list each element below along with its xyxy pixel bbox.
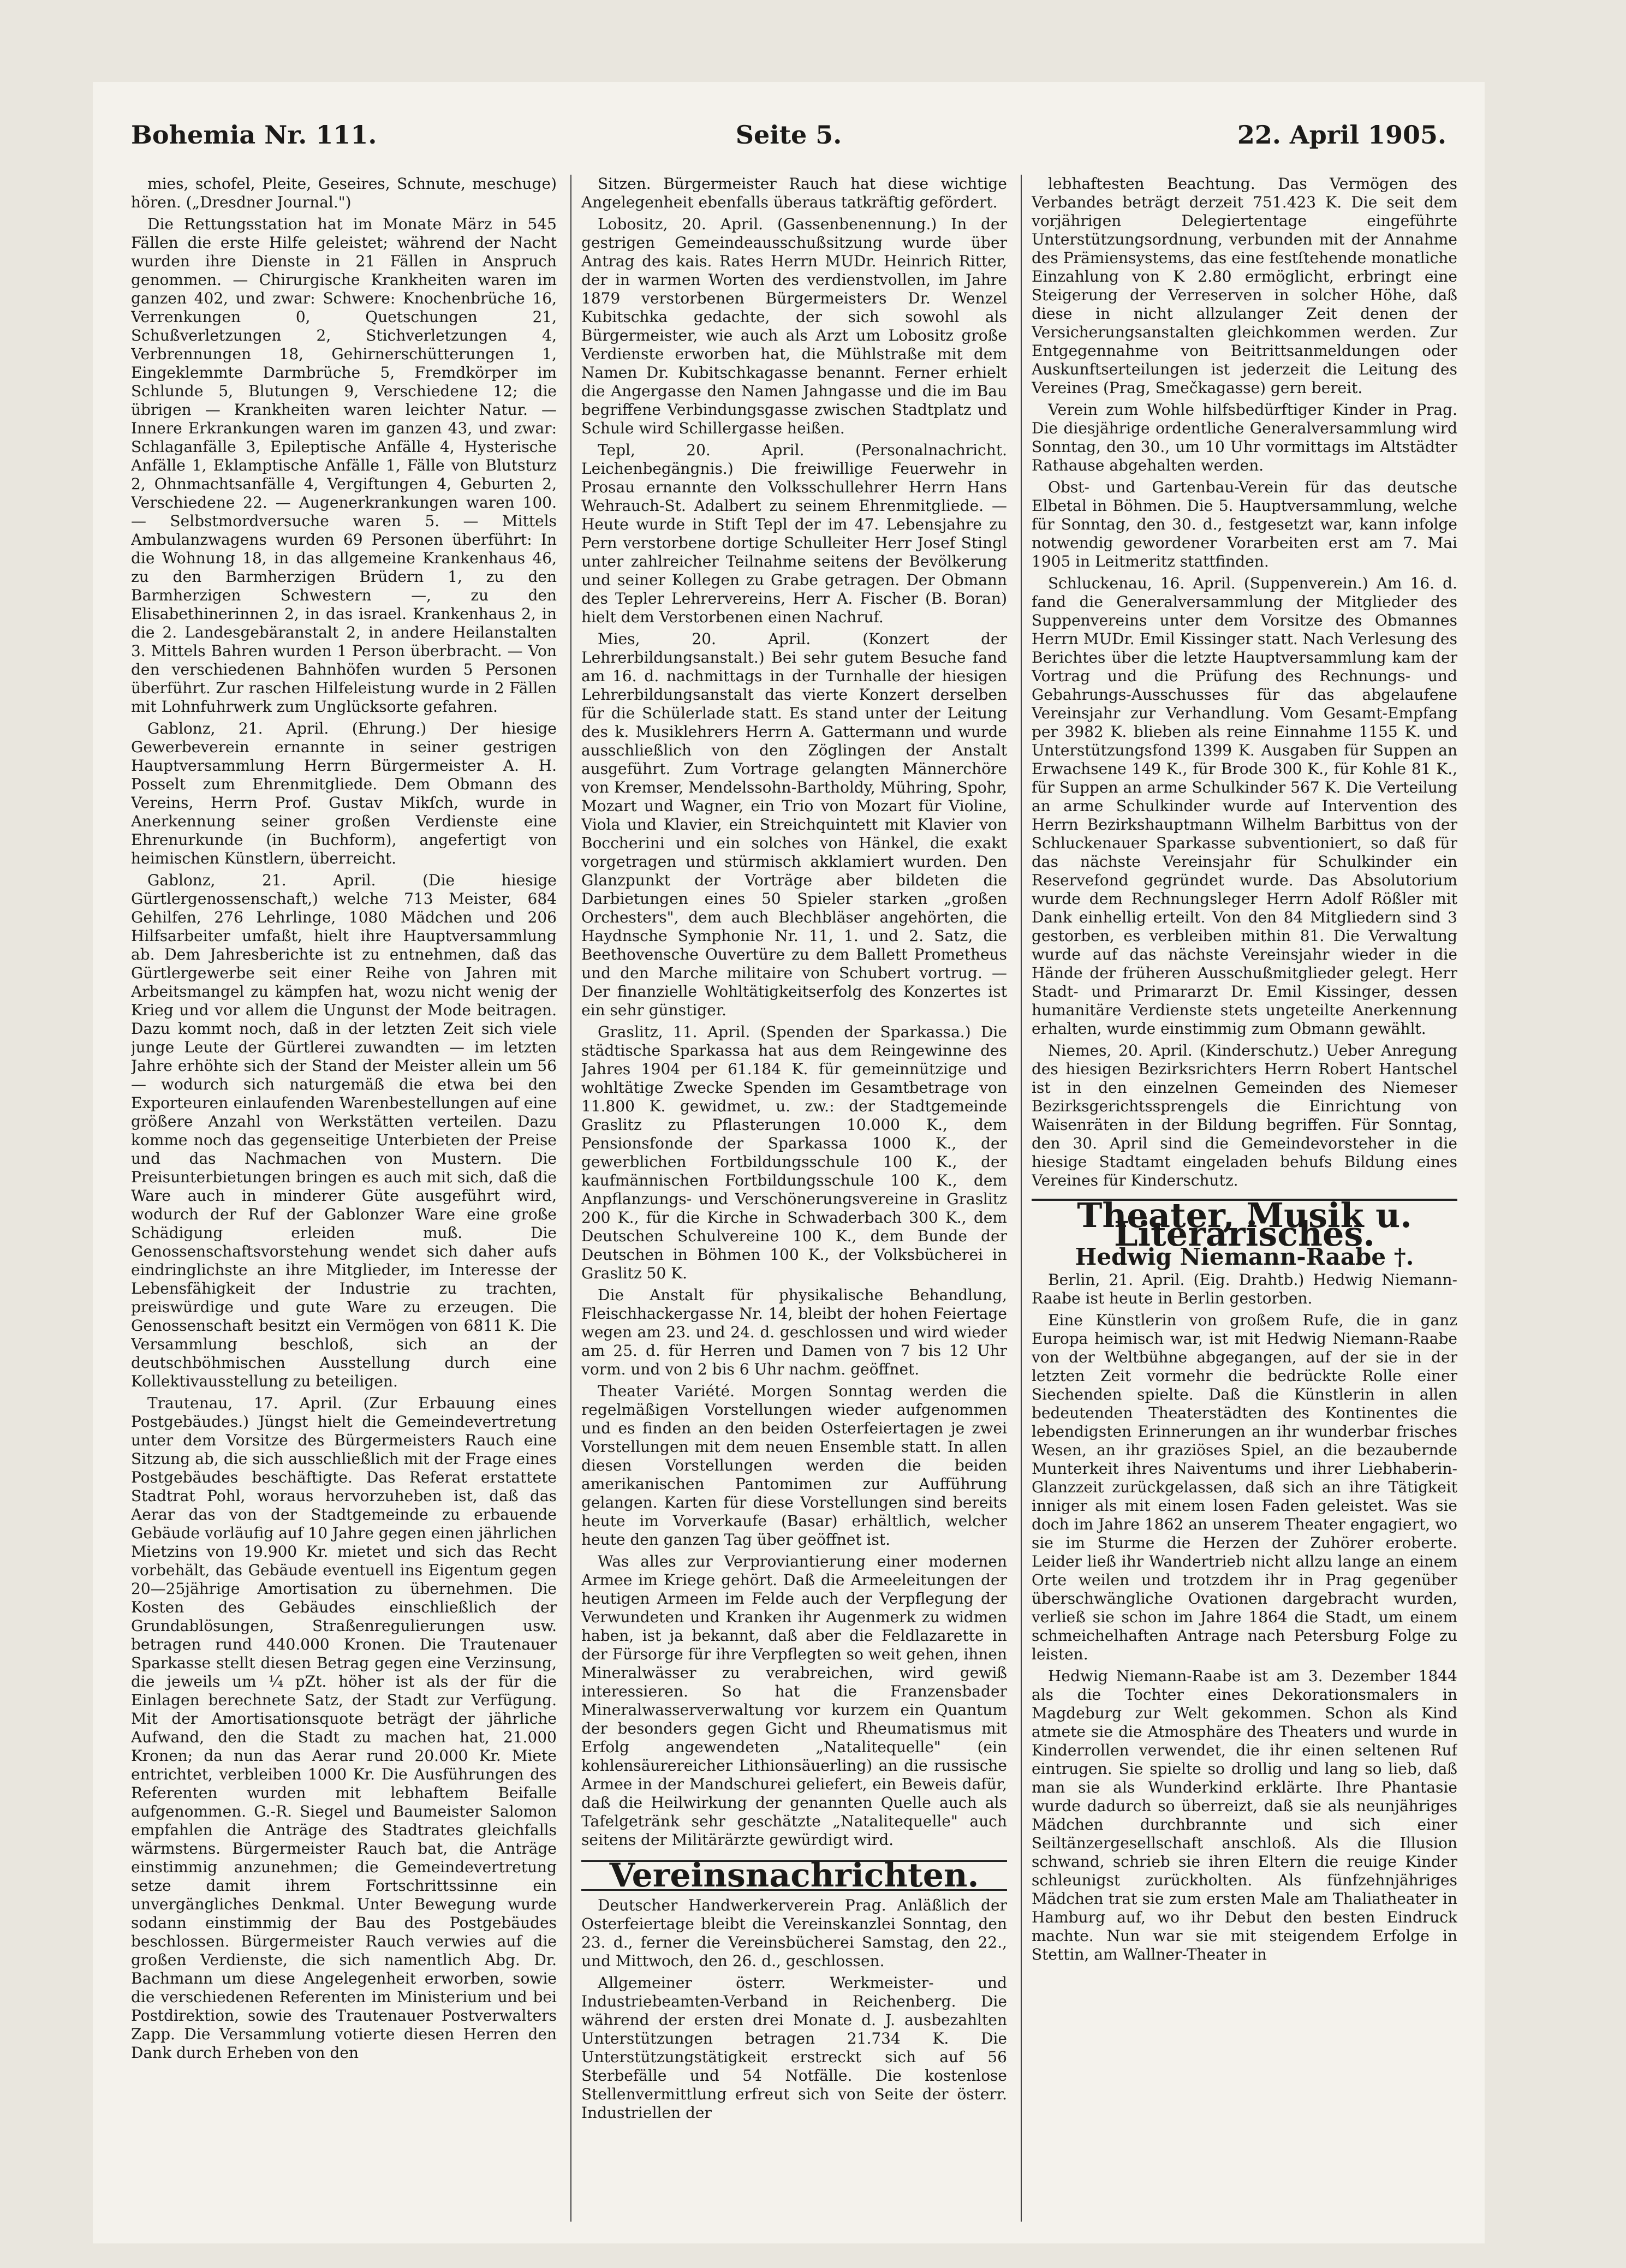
article-paragraph: Graslitz, 11. April. (Spenden der Sparkassa.) Die städtische Sparkassa hat aus dem Reingewinne des Jahres 1904 per 61.184 K. für gemeinnützige und wohltätige Zwecke Spenden im Gesamtbetrage von 11.800 K. gewidmet, u. zw.: der Stadtgemeinde Graslitz zu Pflasterungen 10.000 K., dem Pensionsfonde der Sparkassa 1000 K., der gewerblichen Fortbildungsschule 100 K., der kaufmännischen Fortbildungsschule 100 K., dem Anpflanzungs- und Verschönerungsvereine in Graslitz 200 K., für die Kirche in Schwaderbach 300 K., dem Deutschen Schulvereine 100 K., dem Bunde der Deutschen in Böhmen 100 K., der Volksbücherei in Graslitz 50 K.: [581, 1023, 1007, 1282]
section-heading: Theater, Musik u. Literarisches.: [1032, 1199, 1457, 1243]
article-paragraph: mies, schofel, Pleite, Geseires, Schnute, meschuge) hören. („Dresdner Journal."): [131, 175, 557, 211]
article-paragraph: Obst- und Gartenbau-Verein für das deutsche Elbetal in Böhmen. Die 5. Hauptversammlung, welche für Sonntag, den 30. d., festgesetzt war, kann infolge notwendig gewordener Vorarbeiten erst am 7. Mai 1905 in Leitmeritz stattfinden.: [1032, 478, 1457, 570]
article-paragraph: Sitzen. Bürgermeister Rauch hat diese wichtige Angelegenheit ebenfalls überaus tatkräftig gefördert.: [581, 175, 1007, 211]
article-paragraph: Hedwig Niemann-Raabe ist am 3. Dezember 1844 als die Tochter eines Dekorationsmalers in Magdeburg zur Welt gekommen. Schon als Kind atmete sie die Atmosphäre des Theaters und wurde in Kinderrollen verwendet, die ihr einen seltenen Ruf eintrugen. Sie spielte so drollig und lang so lieb, daß man sie als Wunderkind erklärte. Ihre Phantasie wurde dadurch so überreizt, daß sie als neunjähriges Mädchen durchbrannte und sich einer Seiltänzergesellschaft anschloß. Als die Illusion schwand, schrieb sie ihren Eltern die reuige Kinder schleunigst zurückholten. Als fünfzehnjähriges Mädchen trat sie zum ersten Male am Thaliatheater in Hamburg auf, wo ihr Debut den besten Eindruck machte. Nun war sie mit steigendem Erfolge in Stettin, am Wallner-Theater in: [1032, 1667, 1457, 1963]
article-paragraph: Tepl, 20. April. (Personalnachricht. Leichenbegängnis.) Die freiwillige Feuerwehr in Prosau ernannte den Volksschullehrer Herrn Hans Wehrauch-St. Adalbert zu seinem Ehrenmitgliede. — Heute wurde in Stift Tepl der im 47. Lebensjahre zu Pern verstorbene dortige Schulleiter Herr Josef Stingl unter zahlreicher Teilnahme seitens der Bevölkerung und seiner Kollegen zu Grabe getragen. Der Obmann des Tepler Lehrervereins, Herr A. Fischer (B. Boran) hielt dem Verstorbenen einen Nachruf.: [581, 441, 1007, 626]
article-paragraph: Die Anstalt für physikalische Behandlung, Fleischhackergasse Nr. 14, bleibt der hohen Feiertage wegen am 23. und 24. d. geschlossen und wird wieder am 25. d. für Herren und Damen von 7 bis 12 Uhr vorm. und von 2 bis 6 Uhr nachm. geöffnet.: [581, 1286, 1007, 1378]
column-divider: [570, 175, 571, 2222]
article-paragraph: Mies, 20. April. (Konzert der Lehrerbildungsanstalt.) Bei sehr gutem Besuche fand am 16. d. nachmittags in der Turnhalle der hiesigen Lehrerbildungsanstalt das vierte Konzert derselben für die Schülerlade statt. Es stand unter der Leitung des k. Musiklehrers Herrn A. Gattermann und wurde ausschließlich von den Zöglingen der Anstalt ausgeführt. Zum Vortrage gelangten Männerchöre von Kremser, Mendelssohn-Bartholdy, Mühring, Spohr, Mozart und Wagner, ein Trio von Mozart für Violine, Viola und Klavier, ein Streichquintett mit Klavier von Boccherini und ein solches von Hänkel, die exakt vorgetragen und stürmisch akklamiert wurden. Den Glanzpunkt der Vorträge aber bildeten die Darbietungen eines 50 Spieler starken „großen Orchesters", dem auch Blechbläser angehörten, die Haydnsche Symphonie Nr. 11, 1. und 2. Satz, die Beethovensche Ouvertüre zu dem Ballett Prometheus und den Marche militaire von Schubert vortrug. — Der finanzielle Wohltätigkeitserfolg des Konzertes ist ein sehr günstiger.: [581, 630, 1007, 1019]
column-3: [1032, 175, 1457, 2233]
section-heading: Vereinsnachrichten.: [581, 1860, 1007, 1891]
page-header: [131, 115, 1446, 169]
page-number: Seite 5.: [735, 120, 842, 150]
article-headline: Hedwig Niemann-Raabe †.: [1075, 1243, 1414, 1270]
article-paragraph: Deutscher Handwerkerverein Prag. Anläßlich der Osterfeiertage bleibt die Vereinskanzlei Sonntag, den 23. d., ferner die Vereinsbücherei Samstag, den 22., und Mittwoch, den 26. d., geschlossen.: [581, 1896, 1007, 1970]
article-paragraph: Gablonz, 21. April. (Ehrung.) Der hiesige Gewerbeverein ernannte in seiner gestrigen Hauptversammlung Herrn Bürgermeister A. H. Posselt zum Ehrenmitgliede. Dem Obmann des Vereins, Herrn Prof. Gustav Mikſch, wurde in Anerkennung seiner großen Verdienste eine Ehrenurkunde (in Buchform), angefertigt von heimischen Künstlern, überreicht.: [131, 719, 557, 867]
publication-title: Bohemia Nr. 111.: [131, 120, 377, 150]
newspaper-page: [93, 82, 1485, 2243]
column-divider: [1021, 175, 1022, 2222]
article-paragraph: Allgemeiner österr. Werkmeister- und Industriebeamten-Verband in Reichenberg. Die während der ersten drei Monate d. J. ausbezahlten Unterstützungen betragen 21.734 K. Die Unterstützungstätigkeit erstreckt sich auf 56 Sterbefälle und 54 Notfälle. Die kostenlose Stellenvermittlung erfreut sich von Seite der österr. Industriellen der: [581, 1974, 1007, 2122]
article-paragraph: Berlin, 21. April. (Eig. Drahtb.) Hedwig Niemann-Raabe ist heute in Berlin gestorben.: [1032, 1271, 1457, 1307]
article-paragraph: lebhaftesten Beachtung. Das Vermögen des Verbandes beträgt derzeit 751.423 K. Die seit dem vorjährigen Delegiertentage eingeführte Unterstützungsordnung, verbunden mit der Annahme des Prämiensystems, das eine festſtehende monatliche Einzahlung von K 2.80 ermöglicht, erbringt eine Steigerung der Verreserven in solcher Höhe, daß diese in nicht allzulanger Zeit denen der Versicherungsanstalten gleichkommen werden. Zur Entgegennahme von Beitrittsanmeldungen oder Auskunftserteilungen ist jederzeit die Leitung des Vereines (Prag, Smečkagasse) gern bereit.: [1032, 175, 1457, 397]
article-paragraph: Schluckenau, 16. April. (Suppenverein.) Am 16. d. fand die Generalversammlung der Mitglieder des Suppenvereins unter dem Vorsitze des Obmannes Herrn MUDr. Emil Kissinger statt. Nach Verlesung des Berichtes über die letzte Hauptversammlung kam der Vortrag und die Prüfung des Rechnungs- und Gebahrungs-Ausschusses für das abgelaufene Vereinsjahr zur Verhandlung. Vom Gesamt-Empfang per 3982 K. blieben als reine Einnahme 1155 K. und Unterstützungsfond 1399 K. Ausgaben für Suppen an Erwachsene 149 K., für Brode 300 K., für Kohle 81 K., für Suppen an arme Schulkinder 567 K. Die Verteilung an arme Schulkinder wurde auf Intervention des Herrn Bezirkshauptmann Wilhelm Barbittus von der Schluckenauer Sparkasse subventioniert, so daß für das nächste Vereinsjahr für Schulkinder ein Reservefond gegründet wurde. Das Absolutorium wurde dem Rechnungsleger Herrn Adolf Rößler mit Dank einhellig erteilt. Von den 84 Mitgliedern sind 3 gestorben, es verbleiben mithin 81. Die Verwaltung wurde auf das nächste Vereinsjahr wieder in die Hände der früheren Ausschußmitglieder gelegt. Herr Stadt- und Primararzt Dr. Emil Kissinger, dessen humanitäre Verdienste stets ungeteilte Anerkennung erhalten, wurde einstimmig zum Obmann gewählt.: [1032, 574, 1457, 1038]
article-paragraph: Verein zum Wohle hilfsbedürftiger Kinder in Prag. Die diesjährige ordentliche Generalversammlung wird Sonntag, den 30., um 10 Uhr vormittags im Altstädter Rathause abgehalten werden.: [1032, 401, 1457, 474]
article-paragraph: Lobositz, 20. April. (Gassenbenennung.) In der gestrigen Gemeindeausschußsitzung wurde über Antrag des kais. Rates Herrn MUDr. Heinrich Ritter, der in warmen Worten des verdienstvollen, im Jahre 1879 verstorbenen Bürgermeisters Dr. Wenzel Kubitschka gedachte, der sich sowohl als Bürgermeister, wie auch als Arzt um Lobositz große Verdienste erworben hat, die Mühlstraße mit dem Namen Dr. Kubitschkagasse benannt. Ferner erhielt die Angergasse den Namen Jahngasse und die im Bau begriffene Verbindungsgasse zwischen Stadtplatz und Schule wird Schillergasse heißen.: [581, 215, 1007, 437]
issue-date: 22. April 1905.: [1237, 120, 1446, 150]
article-paragraph: Die Rettungsstation hat im Monate März in 545 Fällen die erste Hilfe geleistet; während der Nacht wurden ihre Dienste in 21 Fällen in Anspruch genommen. — Chirurgische Krankheiten waren im ganzen 402, und zwar: Schwere: Knochenbrüche 16, Verrenkungen 0, Quetschungen 21, Schußverletzungen 2, Stichverletzungen 4, Verbrennungen 18, Gehirnerschütterungen 1, Eingeklemmte Darmbrüche 5, Fremdkörper im Schlunde 5, Blutungen 9, Verschiedene 12; die übrigen — Krankheiten waren leichter Natur. — Innere Erkrankungen waren im ganzen 43, und zwar: Schlaganfälle 3, Epileptische Anfälle 4, Hysterische Anfälle 1, Eklamptische Anfälle 1, Fälle von Blutsturz 2, Ohnmachtsanfälle 4, Vergiftungen 4, Geburten 2, Verschiedene 22. — Augenerkrankungen waren 100. — Selbstmordversuche waren 5. — Mittels Ambulanzwagens wurden 69 Personen überführt: In die Wohnung 18, in das allgemeine Krankenhaus 46, zu den Barmherzigen Brüdern 1, zu den Barmherzigen Schwestern —, zu den Elisabethinerinnen 2, in das israel. Krankenhaus 2, in die 2. Landesgebäranstalt 2, in andere Heilanstalten 3. Mittels Bahren wurden 1 Person überbracht. — Von den verschiedenen Bahnhöfen wurden 5 Personen überführt. Zur raschen Hilfeleistung wurde in 2 Fällen mit Lohnfuhrwerk zum Unglücksorte gefahren.: [131, 215, 557, 716]
column-2: [581, 175, 1007, 2233]
article-paragraph: Trautenau, 17. April. (Zur Erbauung eines Postgebäudes.) Jüngst hielt die Gemeindevertretung unter dem Vorsitze des Bürgermeisters Rauch eine Sitzung ab, die sich ausschließlich mit der Frage eines Postgebäudes beschäftigte. Das Referat erstattete Stadtrat Pohl, woraus hervorzuheben ist, daß das Aerar das von der Stadtgemeinde zu erbauende Gebäude vorläufig auf 10 Jahre gegen einen jährlichen Mietzins von 19.900 Kr. mietet und sich das Recht vorbehält, das Gebäude eventuell ins Eigentum gegen 20—25jährige Amortisation zu übernehmen. Die Kosten des Gebäudes einschließlich der Grundablösungen, Straßenregulierungen usw. betragen rund 440.000 Kronen. Die Trautenauer Sparkasse stellt diesen Betrag gegen eine Verzinsung, die jeweils um ¼ pZt. höher ist als der für die Einlagen berechnete Satz, der Stadt zur Verfügung. Mit der Amortisationsquote beträgt der jährliche Aufwand, den die Stadt zu machen hat, 21.000 Kronen; da nun das Aerar rund 20.000 Kr. Miete entrichtet, verbleiben 1000 Kr. Die Ausführungen des Referenten wurden mit lebhaftem Beifalle aufgenommen. G.-R. Siegel und Baumeister Salomon empfahlen die Anträge des Stadtrates gleichfalls wärmstens. Bürgermeister Rauch bat, die Anträge einstimmig anzunehmen; die Gemeindevertretung setze damit ihrem Fortschrittssinne ein unvergängliches Denkmal. Unter Bewegung wurde sodann einstimmig der Bau des Postgebäudes beschlossen. Bürgermeister Rauch verwies auf die großen Verdienste, die sich namentlich Abg. Dr. Bachmann um diese Angelegenheit erworben, sowie die verschiedenen Referenten im Ministerium und bei Postdirektion, sowie des Trautenauer Postverwalters Zapp. Die Versammlung votierte diesen Herren den Dank durch Erheben von den: [131, 1394, 557, 2062]
article-paragraph: Theater Variété. Morgen Sonntag werden die regelmäßigen Vorstellungen wieder aufgenommen und es finden an den beiden Osterfeiertagen je zwei Vorstellungen mit dem neuen Ensemble statt. In allen diesen Vorstellungen werden die beiden amerikanischen Pantomimen zur Aufführung gelangen. Karten für diese Vorstellungen sind bereits heute im Vorverkaufe (Basar) erhältlich, welcher heute den ganzen Tag über geöffnet ist.: [581, 1382, 1007, 1549]
article-paragraph: Gablonz, 21. April. (Die hiesige Gürtlergenossenschaft,) welche 713 Meister, 684 Gehilfen, 276 Lehrlinge, 1080 Mädchen und 206 Hilfsarbeiter umfaßt, hielt ihre Hauptversammlung ab. Dem Jahresberichte ist zu entnehmen, daß das Gürtlergewerbe seit einer Reihe von Jahren mit Arbeitsmangel zu kämpfen hat, wozu nicht wenig der Krieg und vor allem die Ungunst der Mode beitragen. Dazu kommt noch, daß in der letzten Zeit sich viele junge Leute der Gürtlerei zuwandten — im letzten Jahre erhöhte sich der Stand der Meister allein um 56 — wodurch sich naturgemäß die etwa bei den Exporteuren einlaufenden Warenbestellungen auf eine größere Anzahl von Werkstätten verteilen. Dazu komme noch das gegenseitige Unterbieten der Preise und das Nachmachen von Mustern. Die Preisunterbietungen bringen es auch mit sich, daß die Ware auch in minderer Güte ausgeführt wird, wodurch der Ruf der Gablonzer Ware eine große Schädigung erleiden muß. Die Genossenschaftsvorstehung wendet sich daher aufs eindringlichste an ihre Mitglieder, im Interesse der Lebensfähigkeit der Industrie zu trachten, preiswürdige und gute Ware zu erzeugen. Die Genossenschaft besitzt ein Vermögen von 6811 K. Die Versammlung beschloß, sich an der deutschböhmischen Ausstellung durch eine Kollektivausstellung zu beteiligen.: [131, 871, 557, 1390]
article-paragraph: Was alles zur Verproviantierung einer modernen Armee im Kriege gehört. Daß die Armeeleitungen der heutigen Armeen im Felde auch der Verpflegung der Verwundeten und Kranken ihr Augenmerk zu widmen haben, ist ja bekannt, daß aber die Feldlazarette in der Fürsorge für ihre Verpflegten so weit gehen, ihnen Mineralwässer zu verabreichen, wird gewiß interessieren. So hat die Franzensbader Mineralwasserverwaltung vor kurzem ein Quantum der besonders gegen Gicht und Rheumatismus mit Erfolg angewendeten „Natalitequelle" (ein kohlensäurereicher Lithionsäuerling) an die russische Armee in der Mandschurei geliefert, ein Beweis dafür, daß die Heilwirkung der genannten Quelle auch als Tafelgetränk sehr geschätzte „Natalitequelle" auch seitens der Militärärzte gewürdigt wird.: [581, 1552, 1007, 1849]
article-paragraph: Niemes, 20. April. (Kinderschutz.) Ueber Anregung des hiesigen Bezirksrichters Herrn Robert Hantschel ist in den einzelnen Gemeinden des Niemeser Bezirksgerichtssprengels die Einrichtung von Waisenräten in der Bildung begriffen. Für Sonntag, den 30. April sind die Gemeindevorsteher in die hiesige Stadtamt eingeladen behufs Bildung eines Vereines für Kinderschutz.: [1032, 1041, 1457, 1189]
column-1: [131, 175, 557, 2233]
article-paragraph: Eine Künstlerin von großem Rufe, die in ganz Europa heimisch war, ist mit Hedwig Niemann-Raabe von der Weltbühne abgegangen, auf der sie in der letzten Zeit vormehr die bedrückte Rolle einer Siechenden spielte. Daß die Künstlerin in allen bedeutenden Theaterstädten des Kontinentes die lebendigsten Erinnerungen an ihr wunderbar frisches Wesen, an ihr graziöses Spiel, an die bezaubernde Munterkeit ihres Naiventums und ihrer Liebhaberin-Glanzzeit zurückgelassen, daß sich an ihre Tätigkeit inniger als mit einem losen Faden geleistet. Was sie doch im Jahre 1862 an unserem Theater engagiert, wo sie im Sturme die Herzen der Zuhörer eroberte. Leider ließ ihr Wandertrieb nicht allzu lange an einem Orte weilen und trotzdem ihr in Prag gegenüber überschwängliche Ovationen dargebracht wurden, verließ sie schon im Jahre 1864 die Stadt, um einem schmeichelhaften Antrage nach Petersburg Folge zu leisten.: [1032, 1311, 1457, 1663]
